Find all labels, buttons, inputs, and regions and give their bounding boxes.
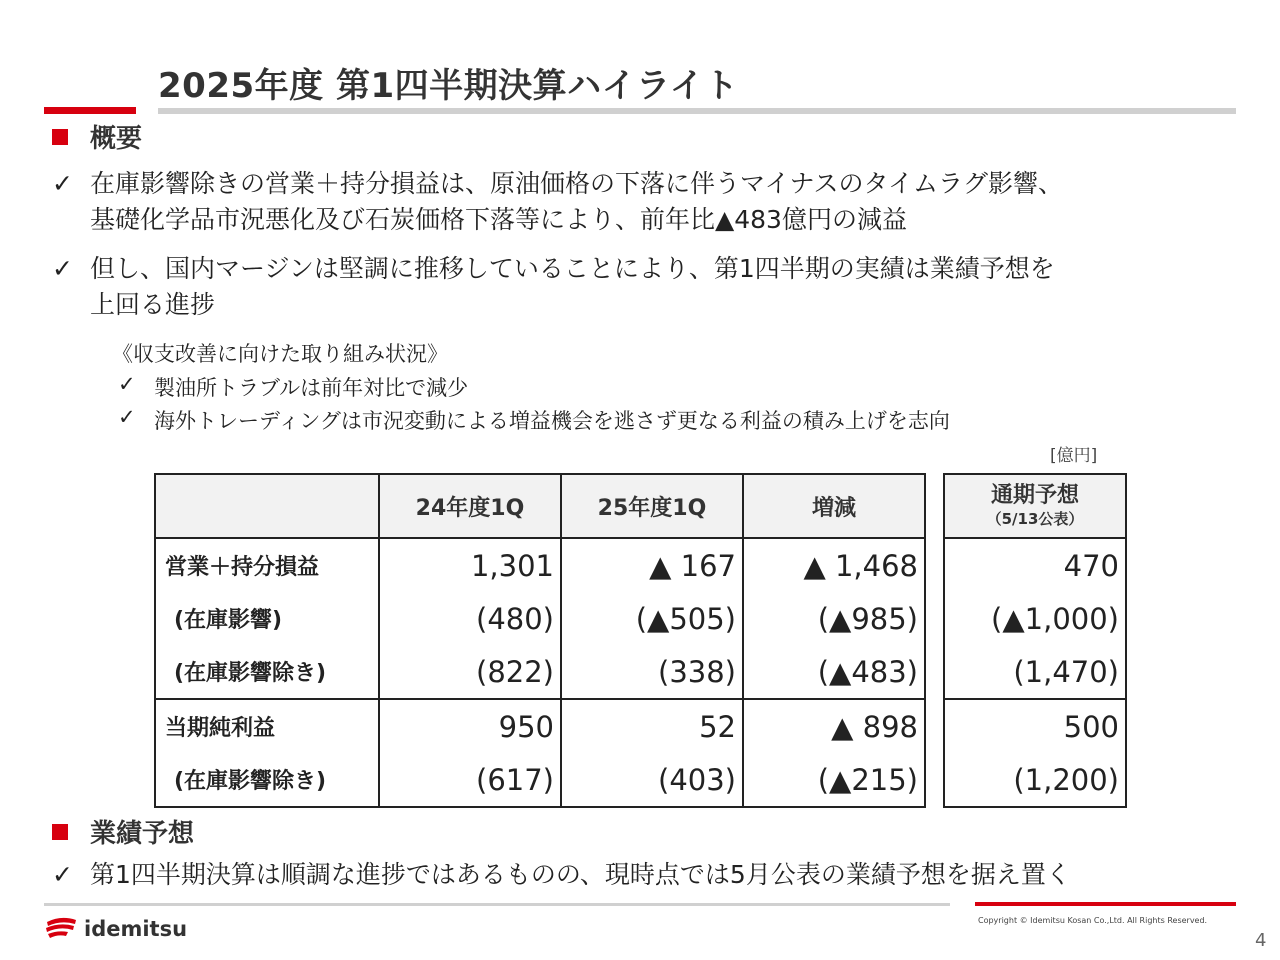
overview-bullet-2 <box>52 251 1055 323</box>
cell-value: 470 <box>944 538 1126 592</box>
overview-bullet-2-text: 但し、国内マージンは堅調に推移していることにより、第1四半期の実績は業績予想を 上回る進捗 <box>90 254 1055 319</box>
table-row <box>944 645 1126 699</box>
cell-value: (1,470) <box>944 645 1126 699</box>
table-row <box>155 753 925 807</box>
initiative-item-2 <box>118 405 950 435</box>
cell-value: (1,200) <box>944 753 1126 807</box>
table-row <box>944 699 1126 753</box>
title-accent-bar <box>44 107 136 114</box>
company-logo <box>44 916 187 942</box>
footer-rule <box>44 903 950 906</box>
forecast-bullet-1-text: 第1四半期決算は順調な進捗ではあるものの、現時点では5月公表の業績予想を据え置く <box>90 860 1071 889</box>
table-row <box>155 538 925 592</box>
forecast-header-row <box>944 474 1126 538</box>
forecast-header <box>944 474 1126 538</box>
cell-value: 52 <box>561 699 743 753</box>
header-blank <box>155 474 379 538</box>
page-title: 2025年度 第1四半期決算ハイライト <box>158 66 739 106</box>
red-square-icon <box>52 129 68 145</box>
cell-value: (▲215) <box>743 753 925 807</box>
initiative-item-1-text: 製油所トラブルは前年対比で減少 <box>154 376 469 400</box>
cell-value: (▲985) <box>743 592 925 645</box>
row-label: (在庫影響) <box>155 592 379 645</box>
red-square-icon <box>52 824 68 840</box>
page-number: 4 <box>1255 930 1267 951</box>
initiative-item-1 <box>118 372 468 402</box>
cell-value: (403) <box>561 753 743 807</box>
check-icon: ✓ <box>52 860 73 889</box>
footer-accent-rule <box>975 902 1236 906</box>
table-row <box>155 699 925 753</box>
section-overview-label: 概要 <box>90 124 143 154</box>
overview-bullet-1 <box>52 166 1063 238</box>
cell-value: 500 <box>944 699 1126 753</box>
header-fy24-q1: 24年度1Q <box>379 474 561 538</box>
check-icon: ✓ <box>118 372 136 396</box>
cell-value: ▲ 898 <box>743 699 925 753</box>
cell-value: (▲505) <box>561 592 743 645</box>
header-fy25-q1: 25年度1Q <box>561 474 743 538</box>
forecast-header-title: 通期予想 <box>990 483 1079 508</box>
cell-value: ▲ 167 <box>561 538 743 592</box>
idemitsu-logo-icon <box>44 916 78 942</box>
row-label: 営業＋持分損益 <box>155 538 379 592</box>
table-row <box>155 592 925 645</box>
cell-value: ▲ 1,468 <box>743 538 925 592</box>
overview-bullet-1-text: 在庫影響除きの営業＋持分損益は、原油価格の下落に伴うマイナスのタイムラグ影響、 基礎化学品市況悪化及び石炭価格下落等により、前年比▲483億円の減益 <box>90 169 1064 234</box>
table-row <box>944 753 1126 807</box>
header-change: 増減 <box>743 474 925 538</box>
forecast-header-date: （5/13公表） <box>986 510 1084 528</box>
forecast-table <box>943 473 1127 808</box>
table-row <box>944 592 1126 645</box>
logo-wordmark: idemitsu <box>84 917 188 941</box>
cell-value: (480) <box>379 592 561 645</box>
title-underline <box>158 108 1236 114</box>
row-label: (在庫影響除き) <box>155 753 379 807</box>
check-icon: ✓ <box>52 254 73 283</box>
check-icon: ✓ <box>118 405 136 429</box>
results-table <box>154 473 926 808</box>
cell-value: 950 <box>379 699 561 753</box>
check-icon: ✓ <box>52 169 73 198</box>
section-overview-heading <box>52 118 142 155</box>
cell-value: (822) <box>379 645 561 699</box>
section-forecast-heading <box>52 813 194 850</box>
results-header-row <box>155 474 925 538</box>
initiative-item-2-text: 海外トレーディングは市況変動による増益機会を逃さず更なる利益の積み上げを志向 <box>154 409 950 433</box>
table-row <box>155 645 925 699</box>
cell-value: 1,301 <box>379 538 561 592</box>
cell-value: (338) <box>561 645 743 699</box>
table-row <box>944 538 1126 592</box>
cell-value: (▲483) <box>743 645 925 699</box>
cell-value: (▲1,000) <box>944 592 1126 645</box>
forecast-bullet-1 <box>52 857 1071 893</box>
section-forecast-label: 業績予想 <box>90 819 195 849</box>
unit-label: [億円] <box>1050 446 1098 466</box>
row-label: (在庫影響除き) <box>155 645 379 699</box>
cell-value: (617) <box>379 753 561 807</box>
initiatives-heading: 《収支改善に向けた取り組み状況》 <box>112 342 448 366</box>
copyright-notice: Copyright © Idemitsu Kosan Co.,Ltd. All Rights Reserved. <box>978 916 1208 925</box>
row-label: 当期純利益 <box>155 699 379 753</box>
